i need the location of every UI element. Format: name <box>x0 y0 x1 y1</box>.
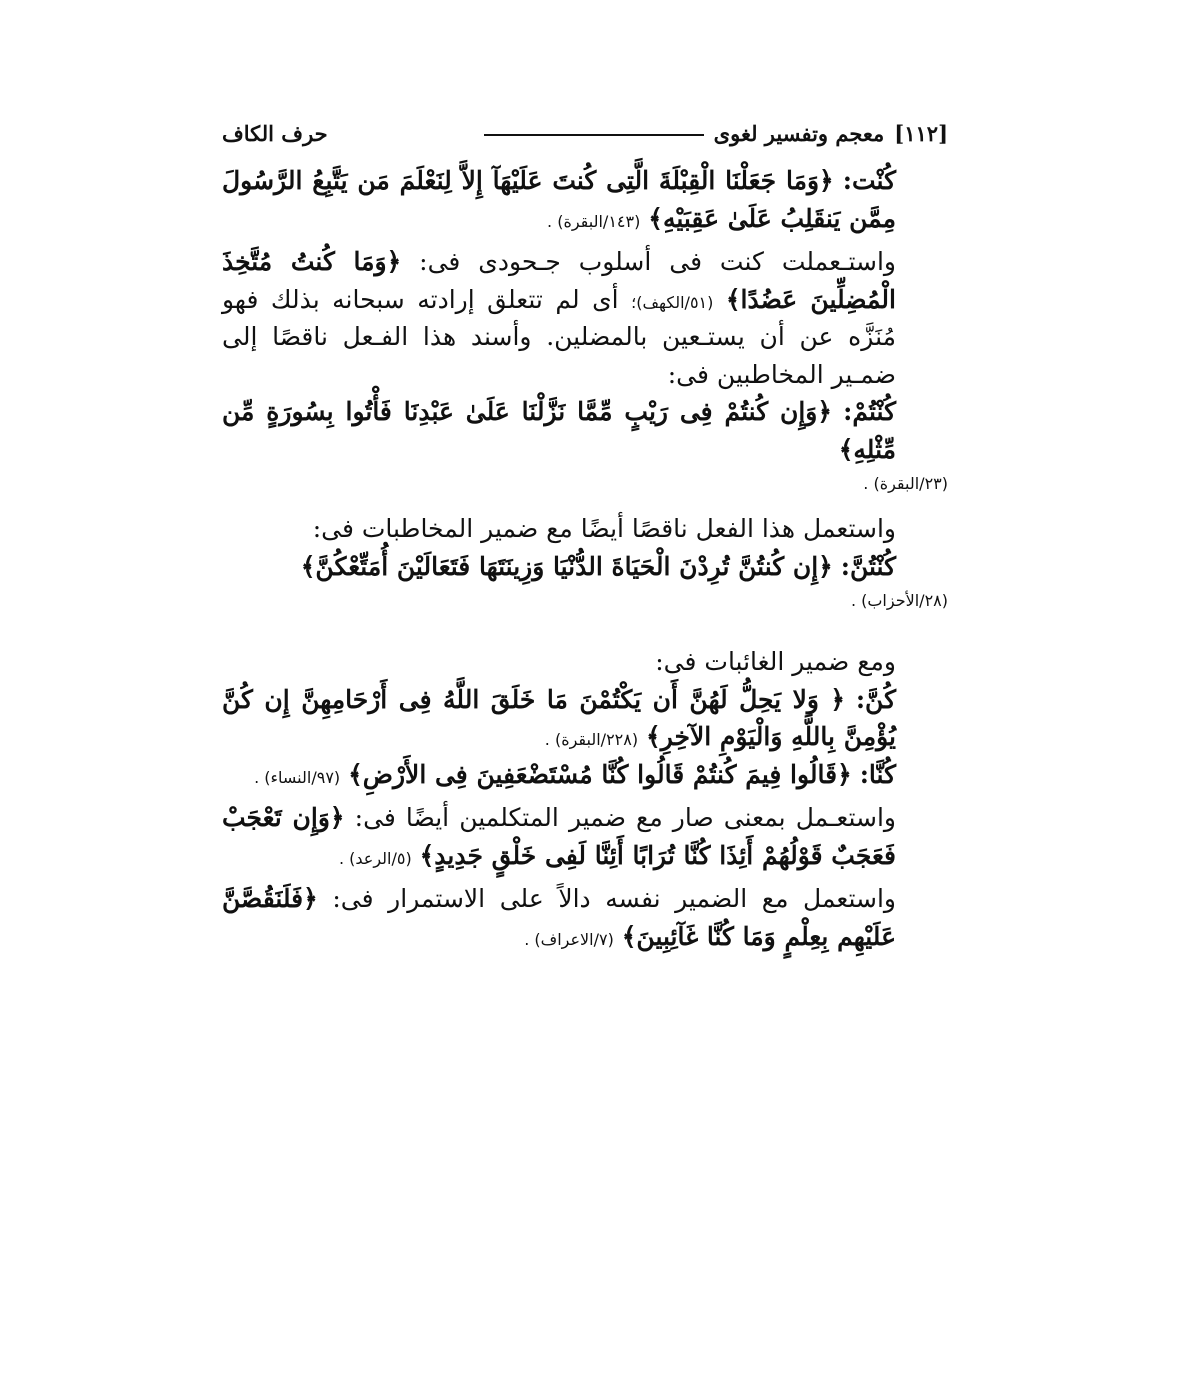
quran-verse: ﴿ وَلا يَحِلُّ لَهُنَّ أَن يَكْتُمْنَ مَا خَلَقَ اللَّهُ فِى أَرْحَامِهِنَّ إِن كُنَّ يُؤْمِنَّ بِاللَّهِ وَالْيَوْمِ الآخِرِ﴾ <box>222 684 896 751</box>
paragraph-feminine-plural <box>222 510 948 548</box>
paragraph-negation-usage <box>222 243 948 393</box>
paragraph-absent-feminine <box>222 643 948 681</box>
paragraph-text: ومع ضمير الغائبات فى: <box>655 647 896 676</box>
paragraph-text: واستعـمل بمعنى صار مع ضمير المتكلمين أيضًا فى: <box>354 803 896 832</box>
verse-reference: (٢٢٨/البقرة) . <box>544 730 639 749</box>
quran-verse: ﴿وَإِن تَعْجَبْ فَعَجَبٌ قَوْلُهُمْ أَئِذَا كُنَّا تُرَابًا أَئِنَّا لَفِى خَلْقٍ جَدِيدٍ﴾ <box>222 803 896 870</box>
paragraph-text: واستعمل هذا الفعل ناقصًا أيضًا مع ضمير المخاطبات فى: <box>312 514 896 543</box>
verse-reference: (٧/الاعراف) . <box>524 929 614 949</box>
header-rule <box>484 134 704 136</box>
entry-label: كُنَّا: <box>859 759 896 789</box>
entry-kuntum <box>222 393 948 468</box>
entry-kunna-we <box>222 756 948 794</box>
header-title-group <box>484 121 948 146</box>
entry-kunt <box>222 162 948 237</box>
quran-verse: ﴿إِن كُنتُنَّ تُرِدْنَ الْحَيَاةَ الدُّنْيَا وَزِينَتَهَا فَتَعَالَيْنَ أُمَتِّعْكُنَّ﴾ <box>300 551 833 581</box>
entry-kuntunna <box>222 548 948 586</box>
paragraph-text: واستعمل مع الضمير نفسه دالاً على الاستمرار فى: <box>332 884 896 913</box>
paragraph-text: واستـعملت كنت فى أسلوب جـحودى فى: <box>419 247 896 276</box>
quran-verse: ﴿وَإِن كُنتُمْ فِى رَيْبٍ مِّمَّا نَزَّلْنَا عَلَىٰ عَبْدِنَا فَأْتُوا بِسُورَةٍ مِّن مِّثْلِهِ﴾ <box>222 397 896 464</box>
entry-label: كُنْت: <box>842 166 896 195</box>
quran-verse: ﴿قَالُوا فِيمَ كُنتُمْ قَالُوا كُنَّا مُسْتَضْعَفِينَ فِى الأَرْضِ﴾ <box>348 759 852 789</box>
verse-reference: (٩٧/النساء) . <box>254 767 341 787</box>
paragraph-text: أى لم تتعلق إرادته سبحانه بذلك فهو مُنَزَّه عن أن يستـعين بالمضلين. وأسند هذا الفـعل ناقصًا إلى ضمـير المخاطبين فى: <box>222 284 896 389</box>
verse-reference: (٢٨/الأحزاب) . <box>850 591 948 610</box>
entry-label: كُنْتُمْ: <box>843 397 896 426</box>
verse-reference: (٥/الرعد) . <box>338 848 412 868</box>
quran-verse: ﴿وَمَا جَعَلْنَا الْقِبْلَةَ الَّتِى كُنتَ عَلَيْهَآ إِلاَّ لِنَعْلَمَ مَن يَتَّبِعُ الرَّسُولَ مِمَّن يَنقَلِبُ عَلَىٰ عَقِبَيْهِ﴾ <box>222 166 896 233</box>
page-header <box>222 118 948 148</box>
entry-kunna <box>222 681 948 756</box>
verse-reference: (٥١/الكهف)؛ <box>631 292 714 312</box>
paragraph-became-usage <box>222 799 948 874</box>
book-page <box>222 118 948 955</box>
spacer <box>222 627 948 643</box>
quran-verse: ﴿وَمَا كُنتُ مُتَّخِذَ الْمُضِلِّينَ عَضُدًا﴾ <box>222 247 896 314</box>
paragraph-continuity-usage <box>222 880 948 955</box>
verse-reference: (٢٣/البقرة) . <box>863 474 948 493</box>
page-number: [١١٢] <box>894 120 948 146</box>
book-title: معجم وتفسير لغوى <box>713 120 885 146</box>
section-title: حرف الكاف <box>222 120 328 146</box>
page-body <box>222 162 948 955</box>
verse-reference: (١٤٣/البقرة) . <box>547 211 641 231</box>
entry-label: كُنْتُنَّ: <box>840 551 896 581</box>
entry-label: كُنَّ: <box>855 684 896 714</box>
quran-verse: ﴿فَلَنَقُصَّنَّ عَلَيْهِم بِعِلْمٍ وَمَا كُنَّا غَآئِبِينَ﴾ <box>222 884 896 951</box>
